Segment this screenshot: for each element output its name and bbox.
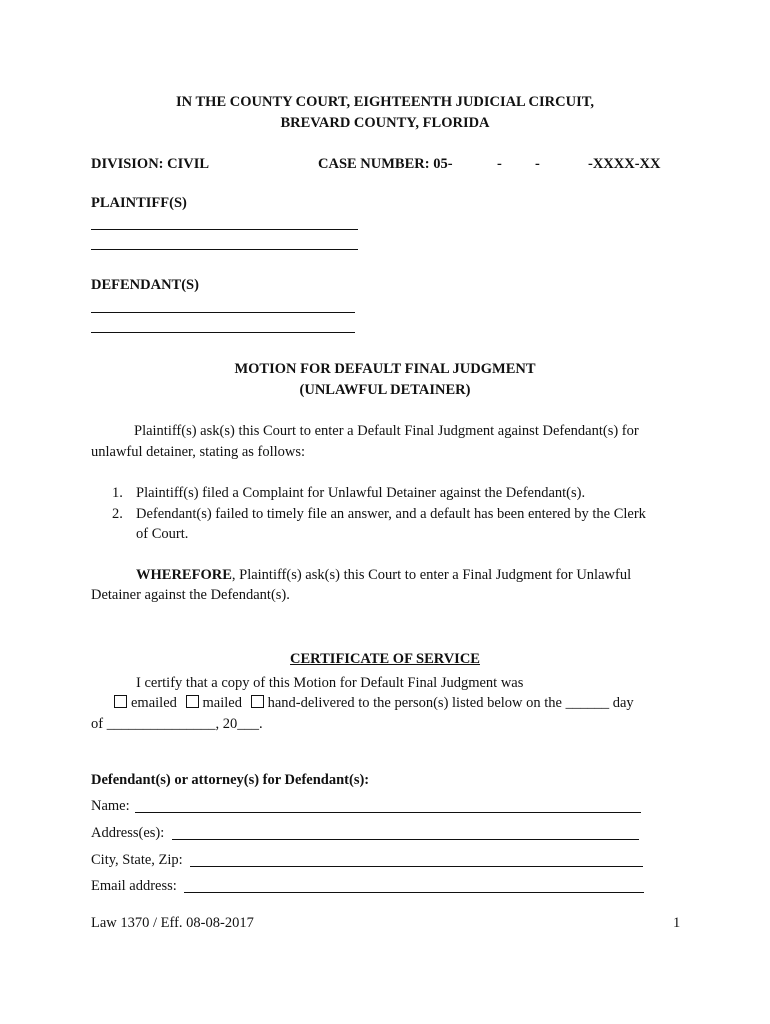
wherefore-line [136,567,631,584]
list-item-number: 2. [112,506,123,522]
case-number-suffix: -XXXX-XX [588,156,661,172]
page-number: 1 [673,915,681,931]
motion-title: MOTION FOR DEFAULT FINAL JUDGMENT [234,361,536,377]
wherefore-keyword: WHEREFORE [136,567,232,583]
emailed-label: emailed [131,695,177,711]
certificate-statement: I certify that a copy of this Motion for Default Final Judgment was [136,675,524,691]
address-label: Address(es): [91,825,165,841]
wherefore-text: , Plaintiff(s) ask(s) this Court to enter a Final Judgment for Unlawful [231,567,632,583]
email-label: Email address: [91,878,177,894]
hand-delivered-checkbox[interactable] [251,695,264,708]
form-id: Law 1370 / Eff. 08-08-2017 [91,915,254,931]
division-label: DIVISION: CIVIL [91,156,210,172]
city-state-zip-field[interactable] [190,866,643,867]
emailed-checkbox[interactable] [114,695,127,708]
defendant-name-line[interactable] [91,312,355,313]
service-heading: Defendant(s) or attorney(s) for Defendant(s): [91,772,370,788]
motion-subtitle: (UNLAWFUL DETAINER) [299,382,471,398]
wherefore-line: Detainer against the Defendant(s). [91,587,290,603]
defendant-name-line[interactable] [91,332,355,333]
delivery-options [114,695,634,712]
mailed-checkbox[interactable] [186,695,199,708]
list-item-text: of Court. [136,526,189,542]
plaintiff-label: PLAINTIFF(S) [91,195,187,211]
service-date-line[interactable]: of _______________, 20___. [91,716,263,732]
certificate-title: CERTIFICATE OF SERVICE [290,651,480,667]
city-state-zip-label: City, State, Zip: [91,852,183,868]
list-item-text: Plaintiff(s) filed a Complaint for Unlawful Detainer against the Defendant(s). [136,485,586,501]
court-heading-line1: IN THE COUNTY COURT, EIGHTEENTH JUDICIAL CIRCUIT, [176,94,594,110]
defendant-label: DEFENDANT(S) [91,277,199,293]
name-field[interactable] [135,812,641,813]
motion-intro-line: Plaintiff(s) ask(s) this Court to enter a Default Final Judgment against Defendant(s) for [134,423,639,439]
court-heading-line2: BREVARD COUNTY, FLORIDA [280,115,490,131]
list-item-text: Defendant(s) failed to timely file an answer, and a default has been entered by the Clerk [136,506,646,522]
plaintiff-name-line[interactable] [91,229,358,230]
case-number-label: CASE NUMBER: 05- [318,156,453,172]
motion-intro-line: unlawful detainer, stating as follows: [91,444,306,460]
plaintiff-name-line[interactable] [91,249,358,250]
address-field[interactable] [172,839,639,840]
mailed-label: mailed [202,695,242,711]
list-item-number: 1. [112,485,123,501]
case-number-dash: - [535,156,540,172]
email-field[interactable] [184,892,644,893]
hand-delivered-label: hand-delivered to the person(s) listed below on the ______ day [267,695,634,711]
case-number-dash: - [497,156,502,172]
name-label: Name: [91,798,130,814]
